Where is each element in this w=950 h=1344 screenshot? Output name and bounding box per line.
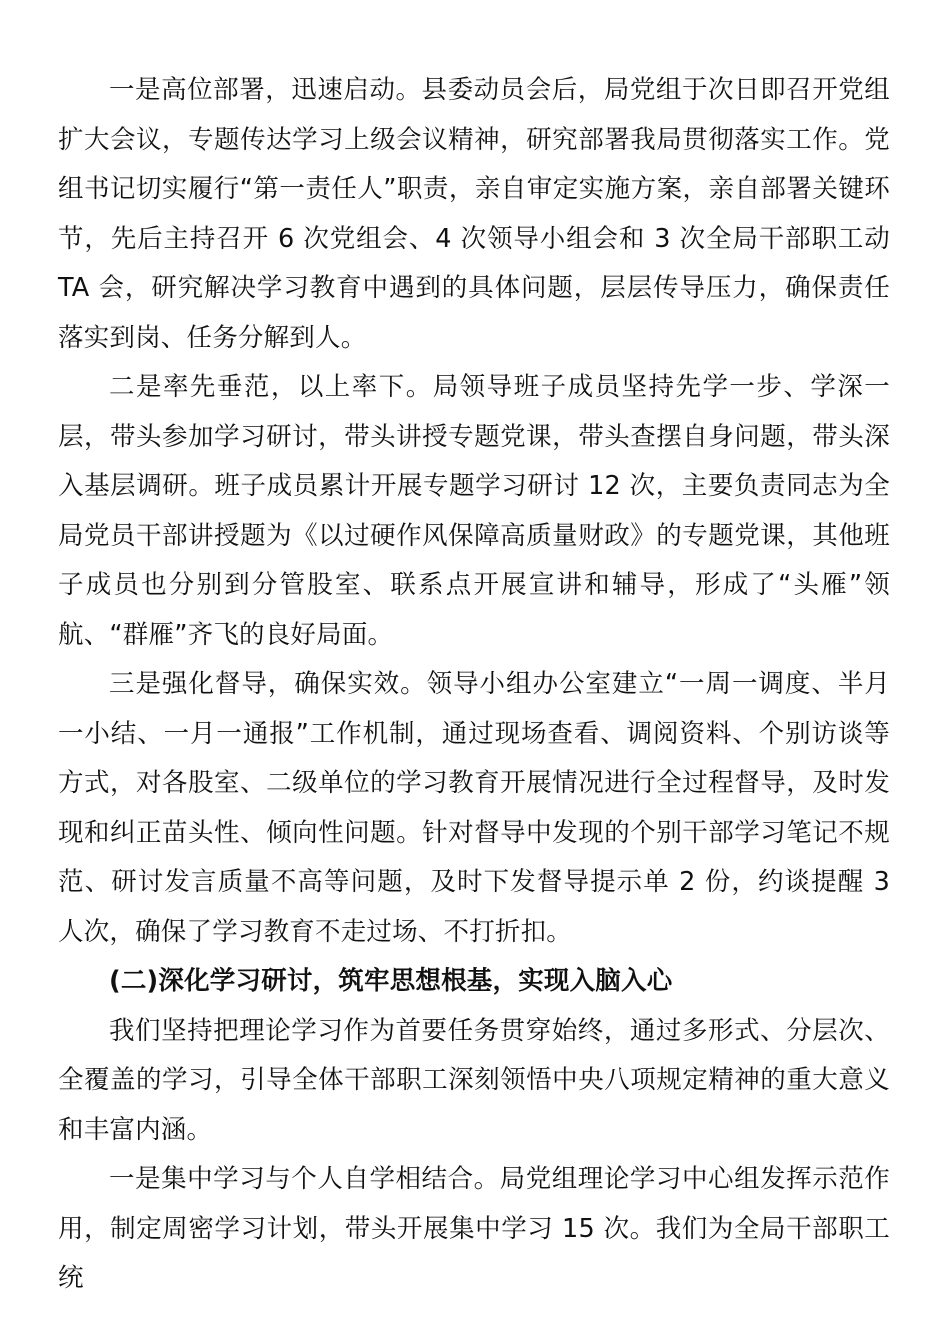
section-heading: (二)深化学习研讨，筑牢思想根基，实现入脑入心 bbox=[109, 966, 673, 996]
paragraph-centralized-study: 一是集中学习与个人自学相结合。局党组理论学习中心组发挥示范作用，制定周密学习计划，带头开展集中学习 15 次。我们为全局干部职工统 bbox=[58, 1164, 890, 1293]
paragraph-lead-by-example: 二是率先垂范，以上率下。局领导班子成员坚持先学一步、学深一层，带头参加学习研讨，带头讲授专题党课，带头查摆自身问题，带头深入基层调研。班子成员累计开展专题学习研讨 12 次，主要负责同志为全局党员干部讲授题为《以过硬作风保障高质量财政》的专题党课，其他班子成员也分别到分管股室、联系点开展宣讲和辅导，形成了“头雁”领航、“群雁”齐飞的良好局面。 bbox=[58, 372, 890, 650]
paragraph-high-level-deployment: 一是高位部署，迅速启动。县委动员会后，局党组于次日即召开党组扩大会议，专题传达学习上级会议精神，研究部署我局贯彻落实工作。党组书记切实履行“第一责任人”职责，亲自审定实施方案，亲自部署关键环节，先后主持召开 6 次党组会、4 次领导小组会和 3 次全局干部职工动 TA 会，研究解决学习教育中遇到的具体问题，层层传导压力，确保责任落实到岗、任务分解到人。 bbox=[58, 75, 890, 353]
paragraph-theory-study: 我们坚持把理论学习作为首要任务贯穿始终，通过多形式、分层次、全覆盖的学习，引导全体干部职工深刻领悟中央八项规定精神的重大意义和丰富内涵。 bbox=[58, 1015, 890, 1145]
paragraph-strengthen-supervision: 三是强化督导，确保实效。领导小组办公室建立“一周一调度、半月一小结、一月一通报”工作机制，通过现场查看、调阅资料、个别访谈等方式，对各股室、二级单位的学习教育开展情况进行全过程督导，及时发现和纠正苗头性、倾向性问题。针对督导中发现的个别干部学习笔记不规范、研讨发言质量不高等问题，及时下发督导提示单 2 份，约谈提醒 3 人次，确保了学习教育不走过场、不打折扣。 bbox=[58, 669, 890, 947]
document-page bbox=[58, 66, 890, 1304]
